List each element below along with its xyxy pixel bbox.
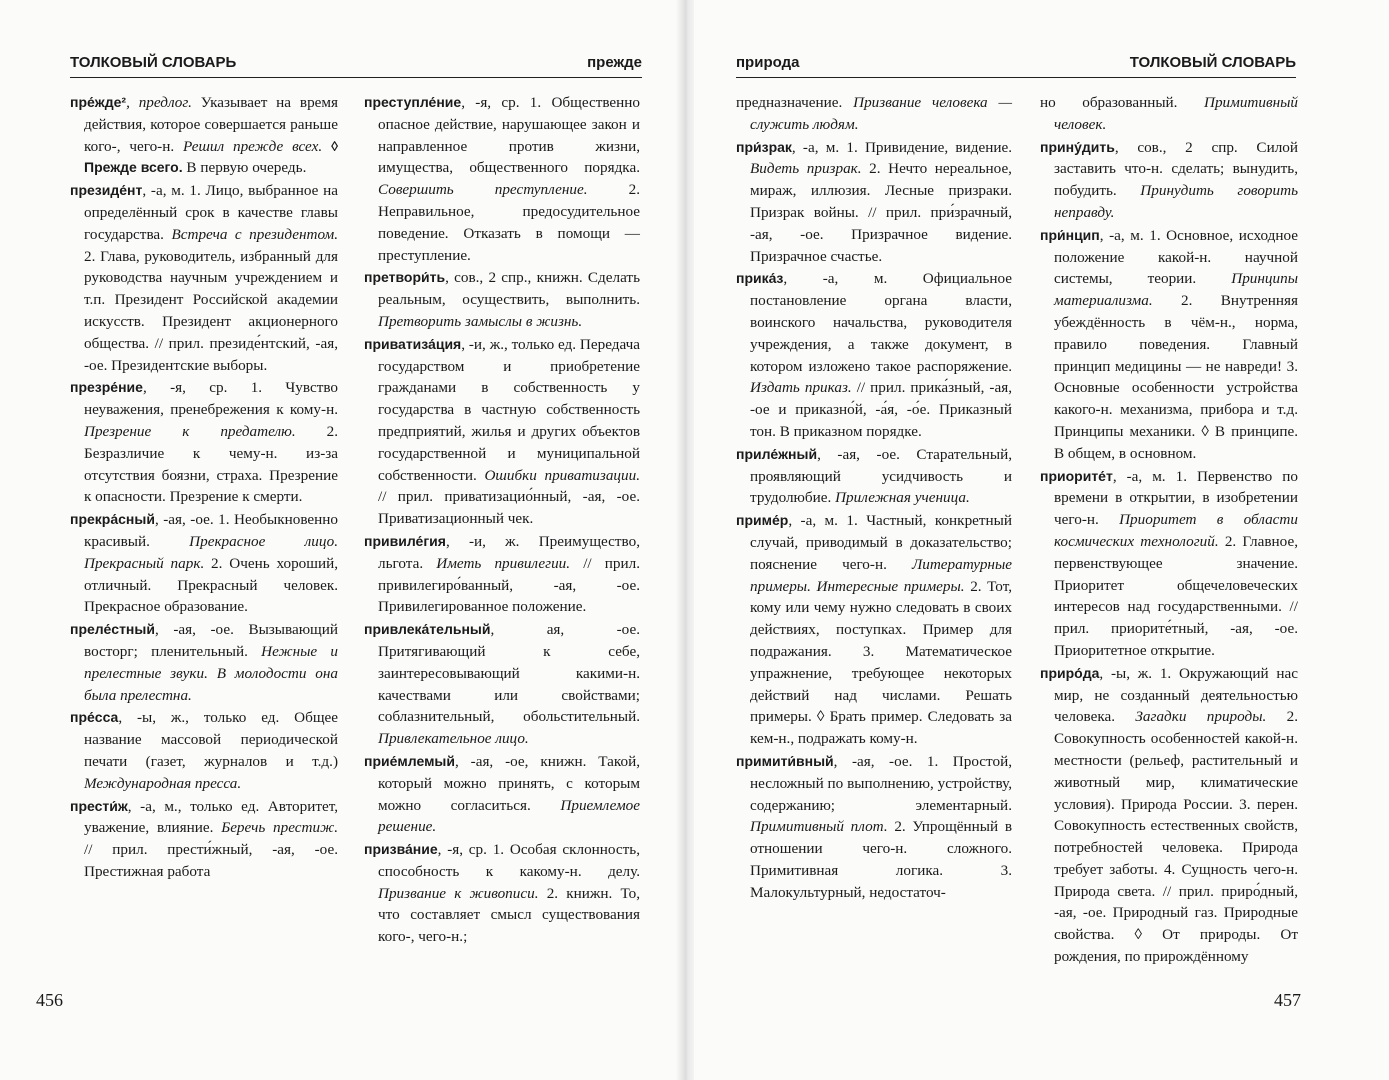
headword: приро́да	[1040, 664, 1100, 681]
example: Примитивный человек.	[1054, 94, 1298, 133]
headword: пре́жде²	[70, 94, 127, 110]
dictionary-entry	[70, 796, 338, 883]
dictionary-entry	[736, 137, 1012, 268]
definition-continued: 2. Тот, кому или чему нужно следовать в своих действиях, поступках. Пример для подражания. 3. Математическое упражнение, требующее некоторых действий над числами. Решать примеры. ◊ Брать пример. Следовать за кем-н., подражать кому-н.	[750, 577, 1012, 748]
example: Литературные примеры. Интересные примеры.	[750, 555, 1012, 595]
definition-continued: 2. Безразличие к чему-н. из-за отсутствия боязни, страха. Презрение к опасности. Презрение к смерти.	[84, 422, 339, 506]
definition: , -ы, ж., только ед. Общее название массовой периодической печати (газет, журналов и т.д.)	[84, 709, 338, 770]
definition-continued: В первую очередь.	[182, 159, 307, 177]
definition-continued: // прил. привилегиро́ванный, -ая, -ое. Привилегированное положение.	[378, 554, 640, 616]
definition: , -а, м., только ед. Авторитет, уважение, влияние.	[84, 797, 338, 837]
column-1	[70, 92, 338, 884]
headword: примити́вный	[736, 752, 834, 769]
example: Претворить замыслы в жизнь.	[378, 312, 583, 330]
grammar-label: , предлог.	[126, 94, 192, 111]
dictionary-entry	[364, 334, 640, 530]
dictionary-entry	[1040, 225, 1298, 465]
running-header-right	[736, 54, 1296, 78]
example: Призвание к живописи.	[378, 884, 539, 902]
example: Встреча с президентом.	[171, 225, 338, 243]
definition-continued: 2. Упрощённый в отношении чего-н. сложного. Примитивная логика. 3. Малокультурный, недостаточ-	[750, 818, 1012, 901]
definition: , -а, м. 1. Первенство по времени в открытии, в изобретении чего-н.	[1054, 467, 1298, 529]
definition: , -а, м. Официальное постановление органа власти, воинского начальства, руководителя учреждения, а также документ, в котором изложено такое распоряжение.	[750, 270, 1012, 375]
header-guide-word: природа	[736, 54, 800, 71]
headword: претвори́ть	[364, 269, 446, 286]
definition-continued: 2. Внутренняя убеждённость в чём-н., норма, правило поведения. Главный принцип медицины — не навреди! 3. Основные особенности устройства какого-н. механизма, прибора и т.д. Принципы механики. ◊ В принципе. В общем, в основном.	[1054, 292, 1298, 462]
idiom: ◊ Прежде всего.	[84, 137, 338, 176]
headword: приорите́т	[1040, 467, 1113, 484]
definition-continued: 2. Совокупность особенностей какой-н. местности (рельеф, растительный и животный мир, климатические условия). Природа России. 3. перен. Совокупность естественных свойств, потребностей человека. Природа требует заботы. 4. Сущность чего-н. Природа света. // прил. приро́дный, -ая, -ое. Природный газ. Природные свойства. ◊ От природы. От рождения, по прирождённому	[1054, 708, 1299, 966]
column-2	[364, 92, 640, 949]
headword: прика́з	[736, 270, 784, 287]
definition: , -а, м. 1. Привидение, видение.	[791, 138, 1012, 156]
definition: , -ы, ж. 1. Окружающий нас мир, не созданный деятельностью человека.	[1054, 664, 1298, 726]
definition-continued: 2. Главное, первенствующее значение. Приоритет общечеловеческих интересов над государственными. // прил. приорите́тный, -ая, -ое. Приоритетное открытие.	[1054, 532, 1298, 659]
dictionary-entry	[70, 92, 338, 179]
example: Иметь привилегии.	[436, 554, 571, 572]
left-page	[0, 0, 680, 1080]
definition: , -я, ср. 1. Чувство неуважения, пренебрежения к кому-н.	[84, 379, 338, 419]
dictionary-entry	[1040, 663, 1298, 968]
example: Принципы материализма.	[1054, 270, 1298, 310]
header-guide-word: прежде	[587, 54, 642, 71]
headword: прину́дить	[1040, 138, 1115, 155]
dictionary-entry	[364, 619, 640, 750]
headword: призва́ние	[364, 841, 438, 858]
headword: привлека́тельный	[364, 621, 491, 638]
definition-continued: 2. книжн. То, что составляет смысл существования кого-, чего-н.;	[378, 884, 640, 946]
example: Прекрасное лицо. Прекрасный парк.	[84, 532, 338, 572]
example: Издать приказ.	[750, 379, 852, 397]
dictionary-entry	[364, 531, 640, 618]
example: Беречь престиж.	[221, 819, 338, 837]
example: Международная пресса.	[84, 774, 242, 792]
example: Загадки природы.	[1135, 708, 1267, 726]
dictionary-entry	[736, 444, 1012, 509]
dictionary-entry	[736, 268, 1012, 442]
dictionary-entry	[1040, 466, 1298, 662]
example: Совершить преступление.	[378, 181, 588, 199]
headword: прие́млемый	[364, 752, 455, 769]
definition: предназначение.	[736, 94, 854, 111]
example: Приемлемое решение.	[378, 796, 640, 836]
example: Прилежная ученица.	[835, 489, 970, 507]
dictionary-entry	[736, 92, 1012, 136]
headword: приле́жный	[736, 445, 818, 462]
headword: привиле́гия	[364, 532, 446, 549]
dictionary-entry	[364, 267, 640, 332]
page-number: 456	[36, 990, 63, 1010]
example: Решил прежде всех.	[183, 137, 323, 155]
headword: при́зрак	[736, 138, 792, 155]
running-header-left	[70, 54, 642, 78]
dictionary-entry	[1040, 137, 1298, 224]
definition-continued: // прил. прика́зный, -ая, -ое и приказно́й, -а́я, -о́е. Приказный тон. В приказном порядке.	[750, 379, 1012, 440]
definition: , -и, ж., только ед. Передача государством и приобретение гражданами в собственность у государства в частную собственность предприятий, жилья и других объектов государственной и муниципальной собственности.	[378, 335, 640, 484]
definition: , -я, ср. 1. Общественно опасное действие, нарушающее закон и направленное против жизни, имущества, общественного порядка.	[378, 94, 640, 177]
headword: прести́ж	[70, 797, 128, 814]
example: Видеть призрак.	[750, 160, 862, 178]
column-4	[1040, 92, 1298, 969]
dictionary-entry	[364, 839, 640, 948]
definition: , сов., 2 спр. Силой заставить что-н. сделать; вынудить, побудить.	[1054, 138, 1298, 200]
dictionary-entry	[70, 180, 338, 376]
headword: презре́ние	[70, 379, 143, 396]
headword: преступле́ние	[364, 94, 462, 110]
dictionary-entry	[70, 707, 338, 794]
headword: приме́р	[736, 512, 789, 529]
example: Примитивный плот.	[750, 818, 888, 836]
example: Призвание человека — служить людям.	[750, 94, 1012, 133]
dictionary-entry	[736, 510, 1012, 750]
definition-continued: // прил. прести́жный, -ая, -ое. Престижная работа	[84, 841, 338, 880]
definition-continued: 2. Глава, руководитель, избранный для руководства научным учреждением и т.п. Президент Российской академии искусств. Президент акционерного общества. // прил. президе́нтский, -ая, -ое. Президентские выборы.	[84, 247, 338, 374]
page-number: 457	[1274, 990, 1301, 1010]
headword: при́нцип	[1040, 226, 1100, 243]
headword: прекра́сный	[70, 511, 155, 528]
definition: , -и, ж. Преимущество, льгота.	[378, 532, 640, 572]
example: Принудить говорить неправду.	[1054, 182, 1298, 221]
definition: , -ая, -ое. Вызывающий восторг; пленительный.	[84, 621, 338, 660]
headword: пре́сса	[70, 709, 119, 726]
definition: , -я, ср. 1. Особая склонность, способность к какому-н. делу.	[378, 841, 640, 880]
definition: , -ая, -ое. 1. Простой, несложный по выполнению, устройству, содержанию; элементарный.	[750, 752, 1012, 814]
header-title: ТОЛКОВЫЙ СЛОВАРЬ	[70, 54, 237, 71]
dictionary-entry	[70, 377, 338, 508]
definition: Указывает на время действия, которое совершается раньше кого-, чего-н.	[84, 94, 339, 155]
dictionary-entry	[364, 751, 640, 838]
example: Приоритет в области космических технологий.	[1054, 511, 1298, 550]
definition: , сов., 2 спр., книжн. Сделать реальным, осуществить, выполнить.	[378, 269, 640, 309]
definition: но образованный.	[1040, 94, 1204, 111]
header-rule	[736, 77, 1296, 78]
dictionary-entry	[736, 751, 1012, 904]
headword: президе́нт	[70, 182, 143, 199]
example: Ошибки приватизации.	[484, 466, 640, 484]
header-title: ТОЛКОВЫЙ СЛОВАРЬ	[1129, 54, 1296, 71]
column-3	[736, 92, 1012, 904]
headword: преле́стный	[70, 621, 155, 638]
definition-continued: 2. Очень хороший, отличный. Прекрасный человек. Прекрасное образование.	[84, 554, 338, 616]
definition: , -ая, -ое. Старательный, проявляющий усидчивость и трудолюбие.	[750, 445, 1012, 507]
header-rule	[70, 77, 642, 78]
dictionary-entry	[70, 509, 338, 618]
dictionary-entry	[1040, 92, 1298, 136]
definition: , ая, -ое. Притягивающий к себе, заинтересовывающий какими-н. качествами или свойствами; соблазнительный, обольстительный.	[378, 621, 640, 726]
dictionary-entry	[364, 92, 640, 266]
right-page	[694, 0, 1389, 1080]
definition: , -а, м. 1. Частный, конкретный случай, приводимый в доказательство; пояснение чего-н.	[750, 512, 1012, 573]
definition: , -а, м. 1. Лицо, выбранное на определённый срок в качестве главы государства.	[84, 182, 338, 243]
definition: , -ая, -ое. 1. Необыкновенно красивый.	[84, 511, 338, 550]
definition: , -а, м. 1. Основное, исходное положение какой-н. научной системы, теории.	[1054, 226, 1298, 288]
headword: приватиза́ция	[364, 335, 462, 352]
definition-continued: 2. Нечто нереальное, мираж, иллюзия. Лесные призраки. Призрак войны. // прил. при́зрачный, -ая, -ое. Призрачное видение. Призрачное счастье.	[750, 160, 1012, 265]
example: Нежные и прелестные звуки. В молодости она была прелестна.	[84, 642, 338, 704]
example: Привлекательное лицо.	[378, 730, 529, 748]
definition-continued: 2. Неправильное, предосудительное поведение. Отказать в помощи — преступление.	[378, 181, 641, 264]
example: Презрение к предателю.	[84, 422, 296, 440]
definition-continued: // прил. приватизацио́нный, -ая, -ое. Приватизационный чек.	[378, 488, 640, 528]
definition: , -ая, -ое, книжн. Такой, который можно принять, с которым можно согласиться.	[378, 752, 640, 814]
dictionary-entry	[70, 619, 338, 706]
